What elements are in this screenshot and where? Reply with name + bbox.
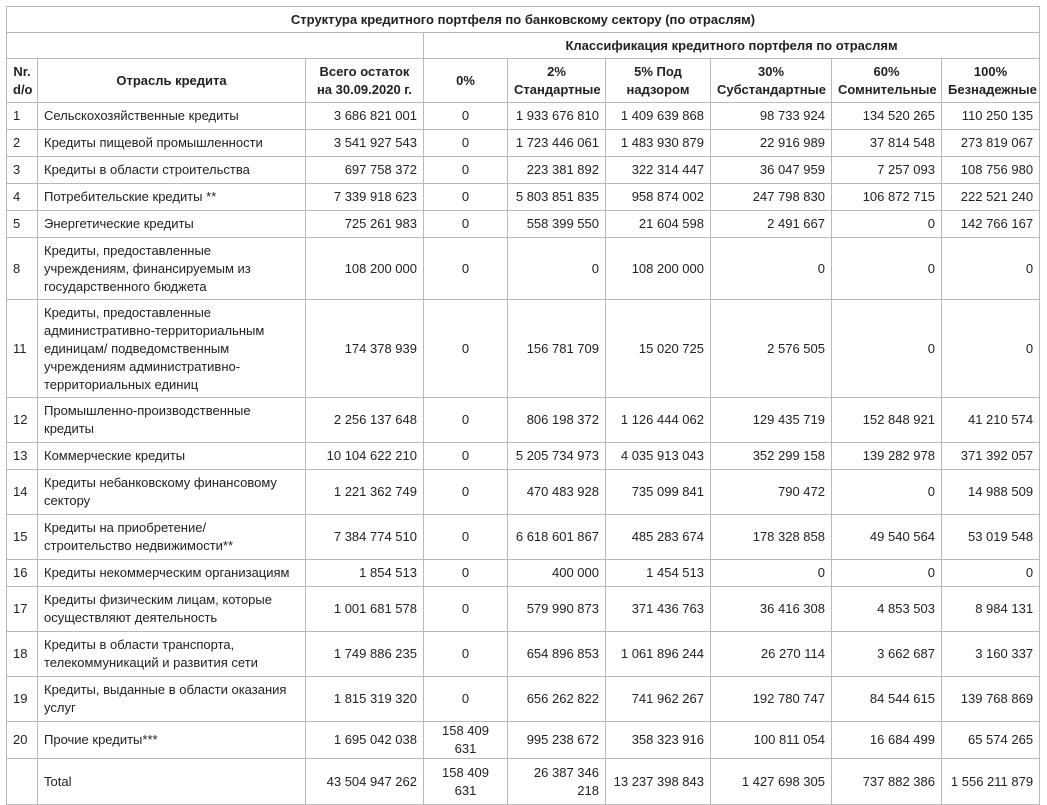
table-row — [7, 398, 1040, 443]
row-2pct: 6 618 601 867 — [508, 515, 606, 560]
row-total: 3 541 927 543 — [306, 130, 424, 157]
row-60pct: 0 — [832, 300, 942, 398]
row-5pct: 21 604 598 — [606, 211, 711, 238]
row-total: 725 261 983 — [306, 211, 424, 238]
row-60pct: 737 882 386 — [832, 759, 942, 805]
row-30pct: 2 491 667 — [711, 211, 832, 238]
row-industry: Энергетические кредиты — [38, 211, 306, 238]
row-nr: 11 — [7, 300, 38, 398]
row-100pct: 110 250 135 — [942, 103, 1040, 130]
row-0pct: 0 — [424, 587, 508, 632]
table-row — [7, 184, 1040, 211]
row-2pct: 1 723 446 061 — [508, 130, 606, 157]
row-5pct: 958 874 002 — [606, 184, 711, 211]
header-2pct-standard: 2% Стандартные — [508, 59, 606, 103]
row-60pct: 0 — [832, 560, 942, 587]
row-0pct: 158 409 631 — [424, 722, 508, 759]
row-60pct: 7 257 093 — [832, 157, 942, 184]
row-industry: Кредиты небанковскому финансовому сектору — [38, 470, 306, 515]
row-total: 108 200 000 — [306, 238, 424, 300]
table-row — [7, 632, 1040, 677]
row-100pct: 0 — [942, 238, 1040, 300]
table-row — [7, 560, 1040, 587]
row-60pct: 106 872 715 — [832, 184, 942, 211]
row-0pct: 0 — [424, 677, 508, 722]
row-total: 3 686 821 001 — [306, 103, 424, 130]
row-0pct: 0 — [424, 443, 508, 470]
row-30pct: 22 916 989 — [711, 130, 832, 157]
row-100pct: 41 210 574 — [942, 398, 1040, 443]
header-60pct-doubtful: 60% Сомнительные — [832, 59, 942, 103]
row-total: 1 815 319 320 — [306, 677, 424, 722]
column-headers — [7, 59, 1040, 103]
row-2pct: 223 381 892 — [508, 157, 606, 184]
row-100pct: 371 392 057 — [942, 443, 1040, 470]
row-industry: Кредиты на приобретение/ строительство недвижимости** — [38, 515, 306, 560]
row-nr: 15 — [7, 515, 38, 560]
row-nr: 3 — [7, 157, 38, 184]
row-100pct: 14 988 509 — [942, 470, 1040, 515]
row-nr: 14 — [7, 470, 38, 515]
row-nr: 2 — [7, 130, 38, 157]
header-100pct-loss: 100% Безнадежные — [942, 59, 1040, 103]
row-5pct: 1 409 639 868 — [606, 103, 711, 130]
row-100pct: 139 768 869 — [942, 677, 1040, 722]
row-30pct: 100 811 054 — [711, 722, 832, 759]
row-5pct: 735 099 841 — [606, 470, 711, 515]
row-2pct: 558 399 550 — [508, 211, 606, 238]
row-total: 43 504 947 262 — [306, 759, 424, 805]
row-5pct: 1 483 930 879 — [606, 130, 711, 157]
row-industry: Кредиты, выданные в области оказания услуг — [38, 677, 306, 722]
row-60pct: 84 544 615 — [832, 677, 942, 722]
table-row — [7, 103, 1040, 130]
row-total: 7 339 918 623 — [306, 184, 424, 211]
row-industry: Прочие кредиты*** — [38, 722, 306, 759]
row-industry: Потребительские кредиты ** — [38, 184, 306, 211]
row-nr: 19 — [7, 677, 38, 722]
row-total: 1 001 681 578 — [306, 587, 424, 632]
row-5pct: 1 454 513 — [606, 560, 711, 587]
row-100pct: 1 556 211 879 — [942, 759, 1040, 805]
row-total: 2 256 137 648 — [306, 398, 424, 443]
row-industry: Кредиты в области транспорта, телекоммуникаций и развития сети — [38, 632, 306, 677]
row-100pct: 108 756 980 — [942, 157, 1040, 184]
row-total: 697 758 372 — [306, 157, 424, 184]
row-0pct: 0 — [424, 560, 508, 587]
header-0pct: 0% — [424, 59, 508, 103]
table-row — [7, 515, 1040, 560]
row-nr: 4 — [7, 184, 38, 211]
row-5pct: 322 314 447 — [606, 157, 711, 184]
row-nr: 17 — [7, 587, 38, 632]
row-0pct: 0 — [424, 130, 508, 157]
row-2pct: 806 198 372 — [508, 398, 606, 443]
row-5pct: 1 126 444 062 — [606, 398, 711, 443]
row-30pct: 192 780 747 — [711, 677, 832, 722]
row-nr: 12 — [7, 398, 38, 443]
row-industry: Промышленно-производственные кредиты — [38, 398, 306, 443]
row-60pct: 49 540 564 — [832, 515, 942, 560]
header-30pct-substandard: 30% Субстандартные — [711, 59, 832, 103]
row-30pct: 0 — [711, 238, 832, 300]
row-5pct: 4 035 913 043 — [606, 443, 711, 470]
row-industry: Кредиты пищевой промышленности — [38, 130, 306, 157]
row-nr: 20 — [7, 722, 38, 759]
row-2pct: 5 205 734 973 — [508, 443, 606, 470]
table-row — [7, 157, 1040, 184]
row-30pct: 26 270 114 — [711, 632, 832, 677]
row-30pct: 0 — [711, 560, 832, 587]
row-2pct: 26 387 346 218 — [508, 759, 606, 805]
row-nr: 5 — [7, 211, 38, 238]
table-row — [7, 238, 1040, 300]
row-0pct: 0 — [424, 300, 508, 398]
row-60pct: 0 — [832, 470, 942, 515]
row-60pct: 134 520 265 — [832, 103, 942, 130]
row-total: 1 854 513 — [306, 560, 424, 587]
table-row — [7, 443, 1040, 470]
row-5pct: 108 200 000 — [606, 238, 711, 300]
table-title: Структура кредитного портфеля по банковскому сектору (по отраслям) — [7, 7, 1040, 33]
row-5pct: 358 323 916 — [606, 722, 711, 759]
row-total: 174 378 939 — [306, 300, 424, 398]
row-total: 7 384 774 510 — [306, 515, 424, 560]
row-2pct: 156 781 709 — [508, 300, 606, 398]
row-60pct: 0 — [832, 238, 942, 300]
row-0pct: 0 — [424, 238, 508, 300]
row-2pct: 656 262 822 — [508, 677, 606, 722]
header-industry: Отрасль кредита — [38, 59, 306, 103]
row-nr: 1 — [7, 103, 38, 130]
table-row — [7, 130, 1040, 157]
table-row — [7, 677, 1040, 722]
row-5pct: 485 283 674 — [606, 515, 711, 560]
row-5pct: 1 061 896 244 — [606, 632, 711, 677]
row-30pct: 36 047 959 — [711, 157, 832, 184]
row-100pct: 0 — [942, 560, 1040, 587]
row-2pct: 654 896 853 — [508, 632, 606, 677]
row-60pct: 37 814 548 — [832, 130, 942, 157]
row-30pct: 247 798 830 — [711, 184, 832, 211]
row-30pct: 1 427 698 305 — [711, 759, 832, 805]
header-nr: Nr. d/o — [7, 59, 38, 103]
group-header: Классификация кредитного портфеля по отраслям — [424, 33, 1040, 59]
row-30pct: 790 472 — [711, 470, 832, 515]
row-nr — [7, 759, 38, 805]
row-0pct: 0 — [424, 398, 508, 443]
row-industry: Сельскохозяйственные кредиты — [38, 103, 306, 130]
table-row — [7, 587, 1040, 632]
row-60pct: 16 684 499 — [832, 722, 942, 759]
row-0pct: 0 — [424, 470, 508, 515]
row-5pct: 13 237 398 843 — [606, 759, 711, 805]
row-60pct: 0 — [832, 211, 942, 238]
row-2pct: 400 000 — [508, 560, 606, 587]
row-100pct: 3 160 337 — [942, 632, 1040, 677]
row-0pct: 0 — [424, 157, 508, 184]
row-5pct: 741 962 267 — [606, 677, 711, 722]
row-nr: 13 — [7, 443, 38, 470]
row-industry: Кредиты некоммерческим организациям — [38, 560, 306, 587]
row-100pct: 142 766 167 — [942, 211, 1040, 238]
row-30pct: 178 328 858 — [711, 515, 832, 560]
row-0pct: 0 — [424, 211, 508, 238]
row-2pct: 5 803 851 835 — [508, 184, 606, 211]
row-60pct: 4 853 503 — [832, 587, 942, 632]
total-row — [7, 759, 1040, 805]
row-total: 1 695 042 038 — [306, 722, 424, 759]
row-2pct: 995 238 672 — [508, 722, 606, 759]
row-2pct: 1 933 676 810 — [508, 103, 606, 130]
row-industry: Коммерческие кредиты — [38, 443, 306, 470]
table-row — [7, 211, 1040, 238]
row-60pct: 3 662 687 — [832, 632, 942, 677]
row-30pct: 36 416 308 — [711, 587, 832, 632]
row-industry: Кредиты в области строительства — [38, 157, 306, 184]
row-2pct: 579 990 873 — [508, 587, 606, 632]
row-industry: Кредиты, предоставленные административно-территориальным единицам/ подведомственным учреждениям административно- территориальных единиц — [38, 300, 306, 398]
row-5pct: 15 020 725 — [606, 300, 711, 398]
row-total: 1 221 362 749 — [306, 470, 424, 515]
row-60pct: 139 282 978 — [832, 443, 942, 470]
row-30pct: 352 299 158 — [711, 443, 832, 470]
table-row — [7, 470, 1040, 515]
row-0pct: 0 — [424, 103, 508, 130]
table-row — [7, 722, 1040, 759]
row-2pct: 470 483 928 — [508, 470, 606, 515]
row-5pct: 371 436 763 — [606, 587, 711, 632]
row-30pct: 129 435 719 — [711, 398, 832, 443]
row-industry: Total — [38, 759, 306, 805]
row-0pct: 158 409 631 — [424, 759, 508, 805]
table-body — [7, 103, 1040, 805]
row-100pct: 65 574 265 — [942, 722, 1040, 759]
row-total: 10 104 622 210 — [306, 443, 424, 470]
row-100pct: 0 — [942, 300, 1040, 398]
row-total: 1 749 886 235 — [306, 632, 424, 677]
credit-portfolio-table — [6, 6, 1040, 805]
row-industry: Кредиты, предоставленные учреждениям, финансируемым из государственного бюджета — [38, 238, 306, 300]
row-100pct: 53 019 548 — [942, 515, 1040, 560]
row-0pct: 0 — [424, 184, 508, 211]
table-row — [7, 300, 1040, 398]
row-nr: 8 — [7, 238, 38, 300]
header-blank — [7, 33, 424, 59]
header-total: Всего остаток на 30.09.2020 г. — [306, 59, 424, 103]
row-30pct: 98 733 924 — [711, 103, 832, 130]
row-60pct: 152 848 921 — [832, 398, 942, 443]
row-2pct: 0 — [508, 238, 606, 300]
row-100pct: 273 819 067 — [942, 130, 1040, 157]
header-5pct-watch: 5% Под надзором — [606, 59, 711, 103]
row-nr: 18 — [7, 632, 38, 677]
row-industry: Кредиты физическим лицам, которые осуществляют деятельность — [38, 587, 306, 632]
row-0pct: 0 — [424, 632, 508, 677]
row-0pct: 0 — [424, 515, 508, 560]
row-100pct: 222 521 240 — [942, 184, 1040, 211]
row-100pct: 8 984 131 — [942, 587, 1040, 632]
row-nr: 16 — [7, 560, 38, 587]
row-30pct: 2 576 505 — [711, 300, 832, 398]
